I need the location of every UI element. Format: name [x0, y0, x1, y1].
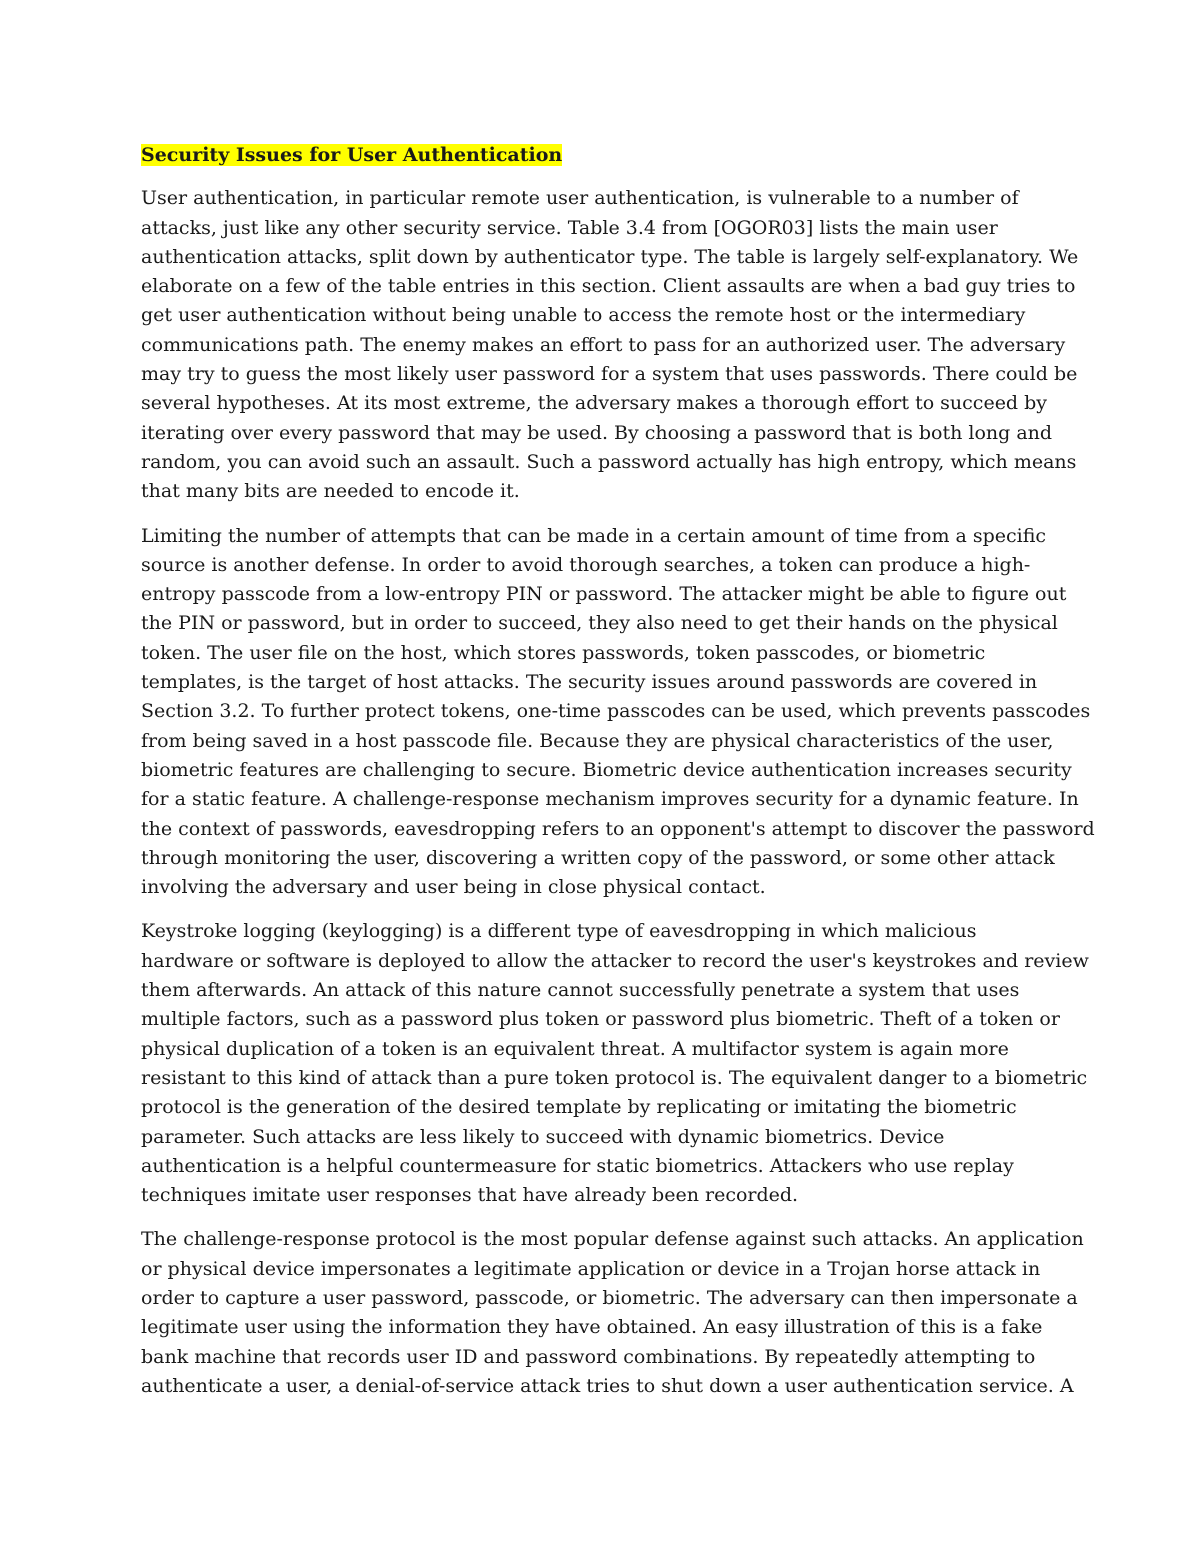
paragraph-line: token. The user file on the host, which stores passwords, token passcodes, or biometric: [141, 641, 986, 664]
paragraph-line: entropy passcode from a low-entropy PIN or password. The attacker might be able to figure out: [141, 583, 1067, 606]
paragraph-line: techniques imitate user responses that have already been recorded.: [141, 1184, 799, 1207]
paragraph-line: through monitoring the user, discovering a written copy of the password, or some other attack: [141, 846, 1055, 869]
paragraph-line: hardware or software is deployed to allow the attacker to record the user's keystrokes and review: [141, 949, 1089, 972]
paragraph-line: order to capture a user password, passcode, or biometric. The adversary can then impersonate a: [141, 1286, 1078, 1309]
paragraph-line: random, you can avoid such an assault. Such a password actually has high entropy, which means: [141, 450, 1077, 473]
paragraph: [141, 1225, 1084, 1401]
paragraph-line: bank machine that records user ID and password combinations. By repeatedly attempting to: [141, 1345, 1036, 1368]
section-heading: [141, 141, 1061, 170]
paragraph-line: Limiting the number of attempts that can be made in a certain amount of time from a specific: [141, 524, 1047, 547]
paragraph-container: [141, 184, 1095, 1401]
paragraph-line: protocol is the generation of the desired template by replicating or imitating the biometric: [141, 1096, 1017, 1119]
paragraph-line: User authentication, in particular remote user authentication, is vulnerable to a number of: [141, 187, 1019, 210]
paragraph-line: resistant to this kind of attack than a pure token protocol is. The equivalent danger to a biometric: [141, 1066, 1088, 1089]
paragraph: [141, 184, 1079, 506]
paragraph-line: the PIN or password, but in order to succeed, they also need to get their hands on the physical: [141, 612, 1058, 635]
paragraph-line: templates, is the target of host attacks. The security issues around passwords are covered in: [141, 671, 1038, 694]
paragraph-line: multiple factors, such as a password plus token or password plus biometric. Theft of a token or: [141, 1008, 1060, 1031]
paragraph-line: communications path. The enemy makes an effort to pass for an authorized user. The adversary: [141, 333, 1066, 356]
section-heading-highlight: Security Issues for User Authentication: [141, 144, 563, 166]
paragraph-line: authentication attacks, split down by authenticator type. The table is largely self-explanatory. We: [141, 245, 1079, 268]
paragraph-line: get user authentication without being unable to access the remote host or the intermediary: [141, 304, 1026, 327]
paragraph-line: elaborate on a few of the table entries in this section. Client assaults are when a bad guy tries to: [141, 275, 1076, 298]
paragraph-line: them afterwards. An attack of this nature cannot successfully penetrate a system that uses: [141, 979, 1020, 1002]
paragraph-line: biometric features are challenging to secure. Biometric device authentication increases security: [141, 758, 1072, 781]
paragraph-line: Section 3.2. To further protect tokens, one-time passcodes can be used, which prevents passcodes: [141, 700, 1091, 723]
paragraph-line: authenticate a user, a denial-of-service attack tries to shut down a user authentication service. A: [141, 1374, 1074, 1397]
paragraph-line: physical duplication of a token is an equivalent threat. A multifactor system is again more: [141, 1037, 1009, 1060]
paragraph-line: iterating over every password that may be used. By choosing a password that is both long and: [141, 421, 1053, 444]
paragraph-line: The challenge-response protocol is the most popular defense against such attacks. An application: [141, 1228, 1084, 1251]
paragraph-line: that many bits are needed to encode it.: [141, 480, 520, 503]
paragraph-line: from being saved in a host passcode file. Because they are physical characteristics of the user,: [141, 729, 1054, 752]
paragraph-line: Keystroke logging (keylogging) is a different type of eavesdropping in which malicious: [141, 920, 977, 943]
document-body: [141, 141, 1095, 1416]
paragraph-line: parameter. Such attacks are less likely to succeed with dynamic biometrics. Device: [141, 1125, 945, 1148]
paragraph-line: for a static feature. A challenge-response mechanism improves security for a dynamic feature. In: [141, 788, 1079, 811]
paragraph-line: involving the adversary and user being in close physical contact.: [141, 876, 766, 899]
paragraph-line: attacks, just like any other security service. Table 3.4 from [OGOR03] lists the main user: [141, 216, 998, 239]
paragraph: [141, 522, 1095, 903]
paragraph-line: authentication is a helpful countermeasure for static biometrics. Attackers who use replay: [141, 1154, 1014, 1177]
paragraph-line: several hypotheses. At its most extreme, the adversary makes a thorough effort to succeed by: [141, 392, 1048, 415]
paragraph-line: the context of passwords, eavesdropping refers to an opponent's attempt to discover the password: [141, 817, 1095, 840]
paragraph-line: may try to guess the most likely user password for a system that uses passwords. There could be: [141, 363, 1078, 386]
paragraph: [141, 917, 1089, 1210]
paragraph-line: source is another defense. In order to avoid thorough searches, a token can produce a high-: [141, 553, 1031, 576]
paragraph-line: or physical device impersonates a legitimate application or device in a Trojan horse attack in: [141, 1257, 1041, 1280]
paragraph-line: legitimate user using the information they have obtained. An easy illustration of this is a fake: [141, 1316, 1043, 1339]
